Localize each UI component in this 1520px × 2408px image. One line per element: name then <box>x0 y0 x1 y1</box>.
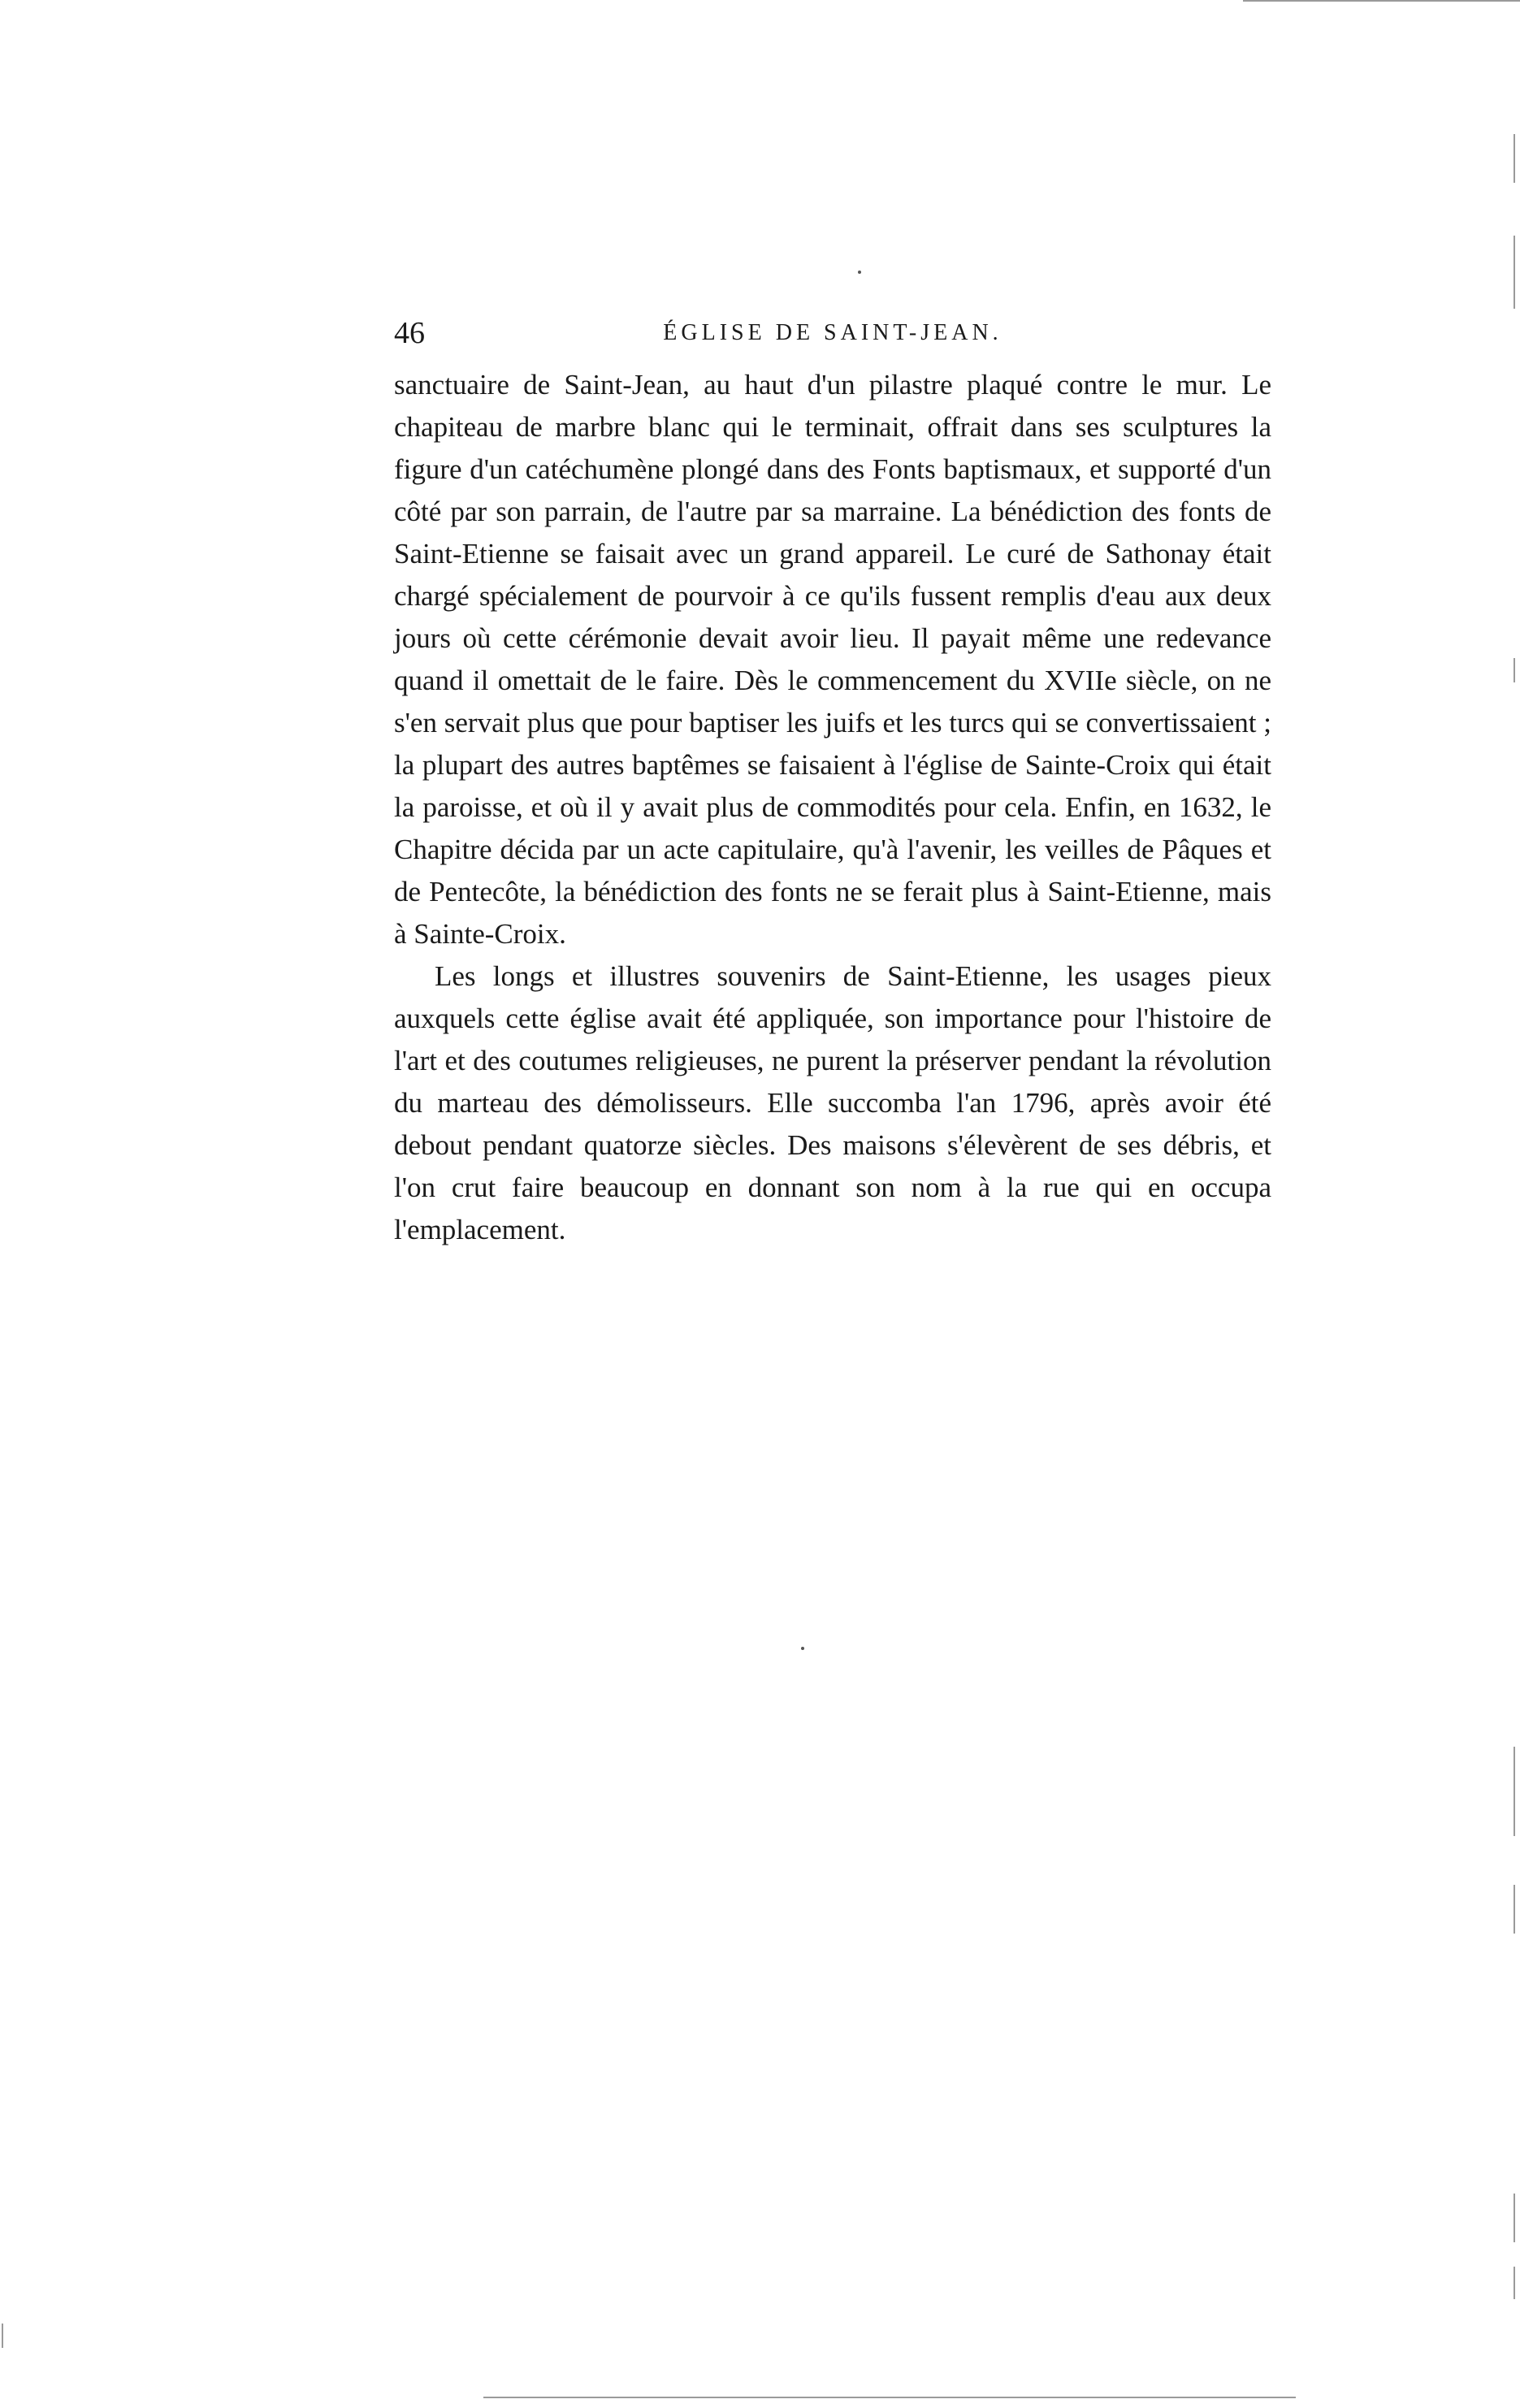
running-head <box>394 315 1271 364</box>
scan-right-mark-1 <box>1514 134 1515 183</box>
page-number: 46 <box>394 316 425 350</box>
running-title: ÉGLISE DE SAINT-JEAN. <box>663 320 1003 345</box>
scan-right-mark-3 <box>1514 658 1515 682</box>
scan-right-mark-4 <box>1514 1747 1515 1836</box>
scan-right-mark-5 <box>1514 1885 1515 1934</box>
scan-dot-bottom <box>801 1647 804 1650</box>
paragraph-1: sanctuaire de Saint-Jean, au haut d'un pilastre plaqué contre le mur. Le chapiteau de marbre blanc qui le terminait, offrait dans ses sculptures la figure d'un catéchumène plongé dans des Fonts baptismaux, et supporté d'un côté par son parrain, de l'autre par sa marraine. La bénédiction des fonts de Saint-Etienne se faisait avec un grand appareil. Le curé de Sathonay était chargé spécialement de pourvoir à ce qu'ils fussent remplis d'eau aux deux jours où cette cérémonie devait avoir lieu. Il payait même une redevance quand il omettait de le faire. Dès le commencement du XVIIe siècle, on ne s'en servait plus que pour baptiser les juifs et les turcs qui se convertissaient ; la plupart des autres baptêmes se faisaient à l'église de Sainte-Croix qui était la paroisse, et où il y avait plus de commodités pour cela. Enfin, en 1632, le Chapitre décida par un acte capitulaire, qu'à l'avenir, les veilles de Pâques et de Pentecôte, la bénédiction des fonts ne se ferait plus à Saint-Etienne, mais à Sainte-Croix. <box>394 369 1271 950</box>
scan-top-rule <box>1243 0 1520 2</box>
paragraph-2: Les longs et illustres souvenirs de Saint-Etienne, les usages pieux auxquels cette église avait été appliquée, son importance pour l'histoire de l'art et des coutumes religieuses, ne purent la préserver pendant la révolution du marteau des démolisseurs. Elle succomba l'an 1796, après avoir été debout pendant quatorze siècles. Des maisons s'élevèrent de ses débris, et l'on crut faire beaucoup en donnant son nom à la rue qui en occupa l'emplacement. <box>394 960 1271 1245</box>
scan-right-mark-7 <box>1514 2267 1515 2299</box>
scan-right-mark-2 <box>1514 236 1515 309</box>
body-text <box>394 364 1271 1251</box>
scan-left-mark <box>2 2324 3 2348</box>
scan-dot-top <box>858 271 861 274</box>
scan-bottom-rule <box>483 2397 1296 2398</box>
document-page <box>394 315 1271 1251</box>
scan-right-mark-6 <box>1514 2194 1515 2242</box>
